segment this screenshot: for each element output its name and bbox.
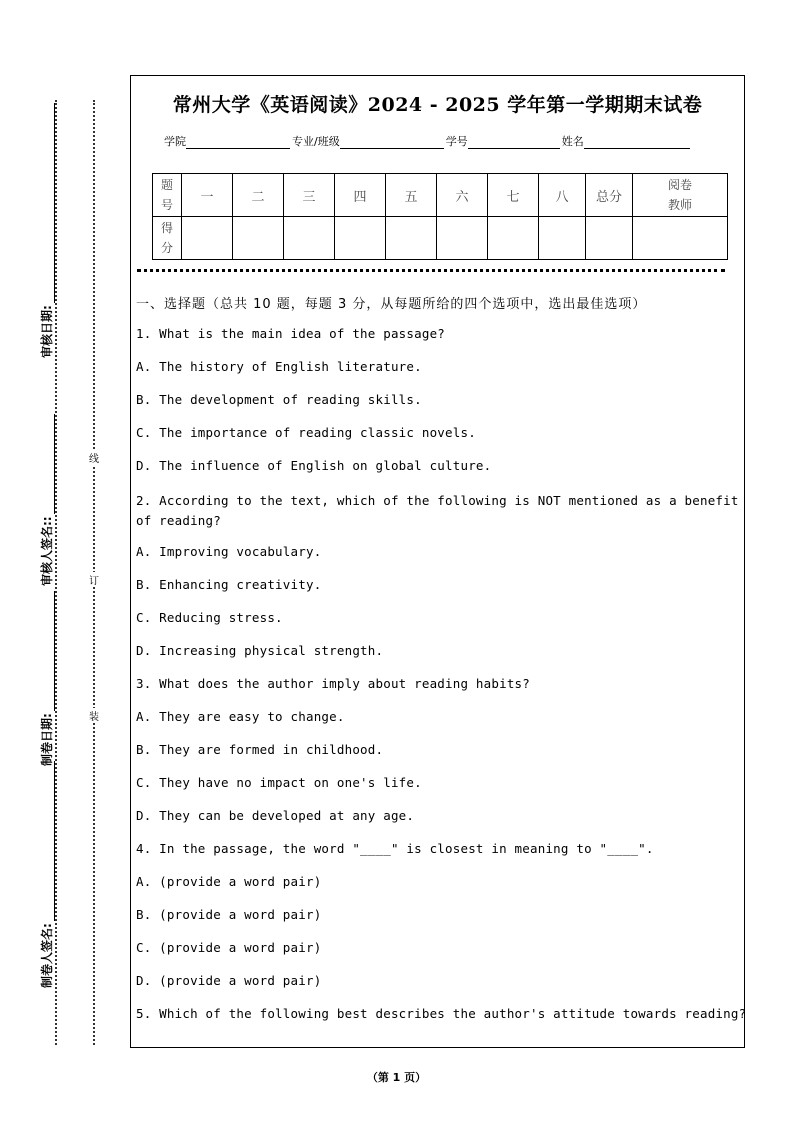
score-cell-6[interactable] — [437, 217, 488, 260]
review-date-label: 审核日期: — [40, 305, 54, 358]
major-label: 专业/班级 — [292, 135, 340, 148]
prep-date-field — [38, 591, 55, 768]
score-cell-7[interactable] — [488, 217, 539, 260]
preparer-sign-label: 制卷人签名: — [40, 923, 54, 988]
option-line: D. The influence of English on global culture. — [136, 458, 492, 473]
student-no-input[interactable] — [468, 136, 560, 149]
college-label: 学院 — [164, 135, 186, 148]
option-line: C. They have no impact on one's life. — [136, 775, 422, 790]
bind-char-xian: 线 — [88, 450, 100, 465]
prep-date-label: 制卷日期: — [40, 713, 54, 766]
bind-char-ding: 订 — [88, 572, 100, 587]
option-line: D. Increasing physical strength. — [136, 643, 384, 658]
option-line: B. Enhancing creativity. — [136, 577, 322, 592]
bind-char-zhuang: 装 — [88, 708, 100, 723]
option-line: C. Reducing stress. — [136, 610, 283, 625]
score-cell-3[interactable] — [284, 217, 335, 260]
score-cell-total[interactable] — [586, 217, 633, 260]
score-table-header-row — [153, 174, 728, 217]
grader-cell[interactable] — [633, 217, 728, 260]
option-line: A. Improving vocabulary. — [136, 544, 322, 559]
score-table-score-row — [153, 217, 728, 260]
section-heading: 一、选择题（总共 10 题，每题 3 分，从每题所给的四个选项中，选出最佳选项） — [136, 297, 647, 312]
name-input[interactable] — [584, 136, 690, 149]
col-header-8: 八 — [539, 174, 586, 217]
col-header-6: 六 — [437, 174, 488, 217]
preparer-sign-field — [38, 761, 55, 990]
option-line: B. The development of reading skills. — [136, 392, 422, 407]
name-label: 姓名 — [561, 135, 584, 148]
student-info-row — [164, 133, 692, 149]
col-header-3: 三 — [284, 174, 335, 217]
question-no-label: 题 号 — [153, 174, 182, 217]
major-input[interactable] — [340, 136, 444, 149]
review-date-blank[interactable] — [42, 103, 55, 303]
score-cell-2[interactable] — [233, 217, 284, 260]
binding-margin — [0, 0, 125, 1122]
college-input[interactable] — [186, 136, 290, 149]
option-line: B. (provide a word pair) — [136, 907, 322, 922]
section-divider — [137, 269, 725, 272]
option-line: A. (provide a word pair) — [136, 874, 322, 889]
col-header-1: 一 — [182, 174, 233, 217]
question-line: 5. Which of the following best describes the author's attitude towards reading? — [136, 1006, 747, 1021]
score-cell-4[interactable] — [335, 217, 386, 260]
option-line: A. They are easy to change. — [136, 709, 345, 724]
col-header-7: 七 — [488, 174, 539, 217]
reviewer-sign-field — [38, 414, 55, 588]
option-line: C. The importance of reading classic novels. — [136, 425, 476, 440]
exam-frame — [130, 75, 745, 1048]
reviewer-sign-blank[interactable] — [42, 414, 55, 514]
col-header-5: 五 — [386, 174, 437, 217]
score-cell-5[interactable] — [386, 217, 437, 260]
student-no-label: 学号 — [445, 135, 468, 148]
prep-date-blank[interactable] — [42, 591, 55, 711]
score-table — [152, 173, 728, 260]
exam-title: 常州大学《英语阅读》2024 - 2025 学年第一学期期末试卷 — [172, 94, 703, 116]
reviewer-sign-label: 审核人签名:: — [40, 516, 54, 586]
page-number: （第 1 页） — [366, 1071, 427, 1084]
option-line: D. They can be developed at any age. — [136, 808, 415, 823]
option-line: D. (provide a word pair) — [136, 973, 322, 988]
col-header-4: 四 — [335, 174, 386, 217]
col-header-2: 二 — [233, 174, 284, 217]
col-header-total: 总分 — [586, 174, 633, 217]
option-line: A. The history of English literature. — [136, 359, 422, 374]
score-cell-1[interactable] — [182, 217, 233, 260]
option-line: B. They are formed in childhood. — [136, 742, 384, 757]
grader-label: 阅卷 教师 — [633, 174, 728, 217]
preparer-sign-blank[interactable] — [42, 761, 55, 921]
question-line: 3. What does the author imply about reading habits? — [136, 676, 531, 691]
binding-dotted-line-outer — [55, 100, 57, 1045]
question-line: 4. In the passage, the word "____" is closest in meaning to "____". — [136, 841, 654, 856]
question-line: 1. What is the main idea of the passage? — [136, 326, 446, 341]
question-line: 2. According to the text, which of the following is NOT mentioned as a benefit of reading? — [136, 493, 739, 528]
score-cell-8[interactable] — [539, 217, 586, 260]
review-date-field — [38, 103, 55, 360]
question-section — [136, 293, 747, 1039]
score-label: 得 分 — [153, 217, 182, 260]
option-line: C. (provide a word pair) — [136, 940, 322, 955]
